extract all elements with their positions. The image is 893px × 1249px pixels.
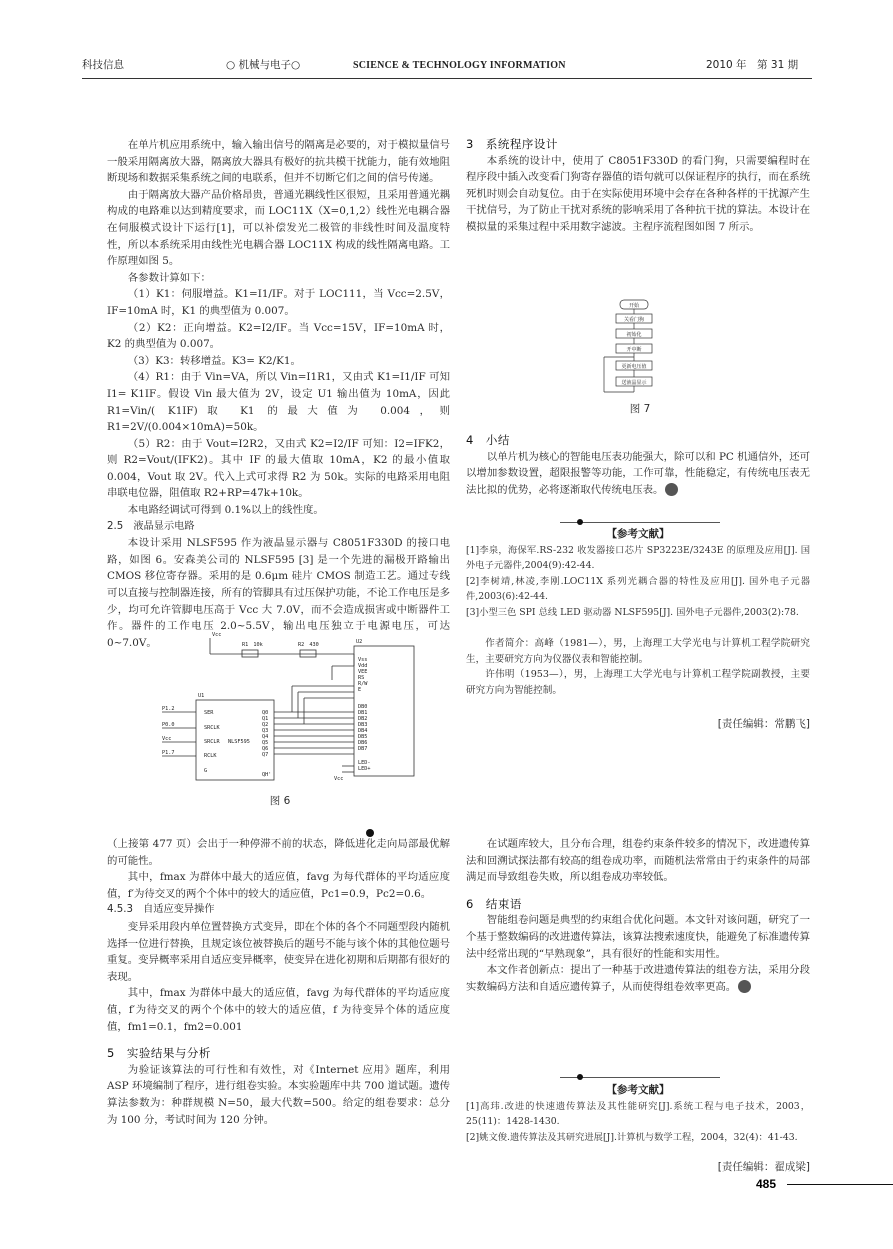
- chip-label: NLSF595: [228, 739, 250, 745]
- pin-label: Q4: [262, 734, 269, 740]
- lcd-pin-label: DB0: [358, 704, 368, 710]
- right-top-references: [466, 526, 810, 733]
- right-top-column: [466, 136, 810, 236]
- pin-label: SER: [204, 710, 214, 716]
- paragraph: （上接第 477 页）会出于一种停滞不前的状态，降低进化走向局部最优解的可能性。: [107, 838, 450, 867]
- paragraph: 智能组卷问题是典型的约束组合优化问题。本文针对该问题，研究了一个基于整数编码的改进遗传算法，该算法搜索速度快，能避免了标准遗传算法中经常出现的“早熟现象”，具有很好的性能和实用性。: [466, 914, 810, 960]
- port-label: Vcc: [162, 736, 172, 742]
- figure-6-caption: 图 6: [269, 795, 291, 807]
- section-heading: 5 实验结果与分析: [107, 1046, 211, 1061]
- divider-dot: [577, 519, 583, 525]
- references-heading: 【参考文献】: [606, 1084, 670, 1096]
- lcd-pin-label: DB4: [358, 728, 368, 734]
- references-divider: [560, 1077, 720, 1078]
- right-top-column-2: [466, 432, 810, 498]
- figure-6-circuit: [150, 628, 440, 794]
- figure-7-flowchart: [598, 298, 674, 396]
- header-rule: [82, 78, 812, 79]
- paragraph: （2）K2：正向增益。K2=I2/IF。当 Vcc=15V，IF=10mA 时，K2 的典型值为 0.007。: [107, 321, 450, 351]
- pin-label: Q3: [262, 728, 269, 734]
- section-heading: 3 系统程序设计: [466, 137, 558, 151]
- lcd-pin-label: RS: [358, 675, 365, 681]
- paragraph: 各参数计算如下：: [127, 271, 211, 284]
- end-mark-icon: [738, 980, 751, 993]
- paragraph: 其中，fmax 为群体中最大的适应值，favg 为每代群体的平均适应度值，f′为待交叉的两个个体中的较大的适应值，f 为待变异个体的适应度值，fm1=0.1，fm2=0.001: [107, 987, 450, 1033]
- paragraph: 本设计采用 NLSF595 作为液晶显示器与 C8051F330D 的接口电路，如图 6。安森美公司的 NLSF595 [3] 是一个先进的漏极开路输出 CMOS 移位寄存器。采用的是 0.6μm 硅片 CMOS 制造工艺。通过专线可以直接与控制器连接，所有的管脚具有过压保护功能，不论工作电压是多少，均可允许管脚电压高于 Vcc 大 7.0V，而不会造成损害或中断器件工作。器件的工作电压 2.0~5.5V，输出电压独立于电源电压，可达 0~7.0V。: [107, 537, 450, 649]
- figure-7-caption: 图 7: [629, 403, 651, 415]
- u1-label: U1: [198, 693, 205, 699]
- lcd-pin-label: E: [358, 687, 362, 693]
- paragraph: 为验证该算法的可行性和有效性，对《Internet 应用》题库，利用 ASP 环境编制了程序，进行组卷实验。本实验题库中共 700 道试题。遗传算法参数为：种群规模 N=50，最大代数=500。给定的组卷要求：总分为 100 分，考试时间为 120 分钟。: [107, 1063, 450, 1126]
- paragraph-text: 本文作者创新点：提出了一种基于改进遗传算法的组卷方法，采用分段实数编码方法和自适应遗传算子，从而使得组卷效率更高。: [466, 964, 810, 993]
- editor-note: [责任编辑：常鹏飞]: [717, 718, 810, 731]
- pin-label: QH': [262, 772, 272, 778]
- u2-label: U2: [356, 639, 363, 645]
- paragraph: 由于隔离放大器产品价格昂贵，普通光耦线性区很短，且采用普通光耦构成的电路难以达到精度要求，而 LOC11X（X=0,1,2）线性光电耦合器在伺服模式设计下运行[1]，可以补偿发光二极管的非线性时间及温度特性，所以本系统采用由线性光电耦合器 LOC11X 构成的线性隔离电路。工作原理如图 5。: [107, 188, 450, 268]
- paragraph: 在试题库较大，且分布合理，组卷约束条件较多的情况下，改进遗传算法和回溯试探法都有较高的组卷成功率，而随机法常常由于约束条件的局部满足而导致组卷失败，所以组卷成功率较低。: [466, 838, 810, 884]
- right-bottom-column: [466, 836, 810, 995]
- section-name: ○ 机械与电子○: [226, 59, 301, 71]
- right-bottom-references: [466, 1082, 810, 1176]
- paragraph-text: 以单片机为核心的智能电压表功能强大，除可以和 PC 机通信外，还可以增加参数设置，超限报警等功能，工作可靠，性能稳定，有传统电压表无法比拟的优势，必将逐渐取代传统电压表。: [466, 450, 810, 496]
- left-bottom-column: [107, 836, 450, 1128]
- lcd-pin-label: R/W: [358, 681, 368, 687]
- flow-step: 初始化: [626, 332, 642, 338]
- subsection-heading: 4.5.3 自适应变异操作: [107, 904, 215, 916]
- lcd-pin-label: DB1: [358, 710, 368, 716]
- end-mark-icon: [665, 483, 678, 496]
- reference-item: [2]姚文俊.遗传算法及其研究进展[J].计算机与数学工程，2004，32(4)：41-43.: [466, 1131, 798, 1143]
- pin-label: SRCLR: [204, 739, 220, 745]
- flow-step: 送液晶显示: [621, 380, 647, 386]
- vcc-label: Vcc: [334, 776, 344, 782]
- vcc-label: Vcc: [212, 632, 222, 638]
- pin-label: Q6: [262, 746, 269, 752]
- port-label: P0.0: [162, 722, 175, 728]
- flow-step: 开中断: [626, 347, 642, 353]
- editor-note: [责任编辑：翟成梁]: [717, 1161, 810, 1174]
- pin-label: G: [204, 768, 208, 774]
- flow-step: 更新电压值: [621, 364, 647, 370]
- paragraph: 在单片机应用系统中，输入输出信号的隔离是必要的，对于模拟量信号一般采用隔离放大器，隔离放大器具有极好的抗共模干扰能力，能有效地阻断现场和数据采集系统之间的电联系，但并不切断它们之间的信号传递。: [107, 139, 450, 185]
- lcd-pin-label: DB5: [358, 734, 368, 740]
- pin-label: Q0: [262, 710, 269, 716]
- page-number: 485: [756, 1177, 777, 1191]
- divider-dot: [577, 1074, 583, 1080]
- paragraph: （3）K3：转移增益。K3= K2/K1。: [127, 354, 301, 367]
- lcd-pin-label: DB6: [358, 740, 368, 746]
- pin-label: Q7: [262, 752, 269, 758]
- paragraph: 本系统的设计中，使用了 C8051F330D 的看门狗，只需要编程时在程序段中插入改变看门狗寄存器值的语句就可以保证程序的执行，而在系统死机时则会自动复位。由于在实际使用环境中会存在各种各样的干扰源产生干扰信号，为了防止干扰对系统的影响采用了各种抗干扰的算法。本设计在模拟量的采集过程中采用数字滤波。主程序流程图如图 7 所示。: [466, 154, 810, 233]
- paragraph: [466, 449, 810, 499]
- section-heading: 4 小结: [466, 433, 510, 447]
- paragraph: （5）R2：由于 Vout=I2R2，又由式 K2=I2/IF 可知：I2=IFK2，则 R2=Vout/(IFK2)。其中 IF 的最大值取 10mA，K2 的最小值取 0.004，Vout 取 2V。代入上式可求得 R2 为 50k。实际的电路采用电阻串联电位器，阻值取 R2+RP=47k+10k。: [107, 437, 450, 500]
- paragraph: （4）R1：由于 Vin=VA，所以 Vin=I1R1，又由式 K1=I1/IF 可知 I1= K1IF。假设 Vin 最大值为 2V，设定 U1 输出值为 10mA，因此 R1=Vin/( K1IF)取 K1 的最大值为 0.004，则 R1=2V/(0.004×10mA)=50k。: [107, 371, 450, 434]
- reference-item: [2]李树靖,林凌,李刚.LOC11X 系列光耦合器的特性及应用[J]. 国外电子元器件,2003(6):42-44.: [466, 575, 810, 603]
- pin-label: Q2: [262, 722, 269, 728]
- pin-label: RCLK: [204, 753, 217, 759]
- reference-item: [1]高玮.改进的快速遗传算法及其性能研究[J].系统工程与电子技术，2003，25(11)：1428-1430.: [466, 1100, 810, 1128]
- paragraph: 本电路经调试可得到 0.1%以上的线性度。: [127, 504, 324, 517]
- flow-start: 开始: [628, 303, 640, 309]
- paragraph: （1）K1：伺服增益。K1=I1/IF。对于 LOC111，当 Vcc=2.5V，IF=10mA 时，K1 的典型值为 0.007。: [107, 288, 450, 317]
- lcd-pin-label: LED-: [358, 760, 371, 766]
- pin-label: SRCLK: [204, 725, 220, 731]
- paragraph: [466, 962, 810, 995]
- lcd-pin-label: LED+: [358, 766, 371, 772]
- section-heading: 6 结束语: [466, 896, 522, 911]
- lcd-pin-label: VEE: [358, 669, 368, 675]
- lcd-pin-label: DB3: [358, 722, 368, 728]
- lcd-pin-label: DB2: [358, 716, 368, 722]
- journal-english-name: SCIENCE & TECHNOLOGY INFORMATION: [353, 60, 566, 71]
- author-note: 许伟明（1953—），男，上海理工大学光电与计算机工程学院副教授，主要研究方向为智能控制。: [466, 669, 810, 696]
- lcd-pin-label: DB7: [358, 746, 368, 752]
- journal-name: 科技信息: [82, 59, 124, 71]
- page-number-rule: [787, 1184, 893, 1185]
- lcd-pin-label: Vss: [358, 657, 368, 663]
- paragraph: 变异采用段内单位置替换方式变异，即在个体的各个不同题型段内随机选择一位进行替换，且规定该位被替换后的题号不能与该个体的其他位题号重复。变异概率采用自适应变异概率，使变异在进化初期和后期都有很好的表现。: [107, 920, 450, 983]
- subsection-heading: 2.5 液晶显示电路: [107, 520, 195, 532]
- port-label: P1.7: [162, 750, 175, 756]
- author-note: 作者简介：高峰（1981—），男，上海理工大学光电与计算机工程学院研究生，主要研究方向为仪器仪表和智能控制。: [466, 638, 810, 665]
- port-label: P1.2: [162, 706, 175, 712]
- left-top-column: [107, 137, 450, 651]
- issue-label: 2010 年 第 31 期: [706, 59, 799, 71]
- paragraph: 其中，fmax 为群体中最大的适应值，favg 为每代群体的平均适应度值，f′为待交叉的两个个体中的较大的适应值，Pc1=0.9，Pc2=0.6。: [107, 871, 450, 900]
- flow-step: 关看门狗: [623, 317, 645, 323]
- r1-label: R1 10k: [242, 642, 263, 648]
- references-heading: 【参考文献】: [606, 528, 670, 540]
- references-divider: [560, 522, 720, 523]
- lcd-pin-label: Vdd: [358, 663, 368, 669]
- reference-item: [3]小型三色 SPI 总线 LED 驱动器 NLSF595[J]. 国外电子元器件,2003(2):78.: [466, 606, 799, 618]
- pin-label: Q1: [262, 716, 269, 722]
- reference-item: [1]李泉，海保军.RS-232 收发器接口芯片 SP3223E/3243E 的原理及应用[J]. 国外电子元器件,2004(9):42-44.: [466, 544, 810, 572]
- r2-label: R2 430: [298, 642, 319, 648]
- pin-label: Q5: [262, 740, 269, 746]
